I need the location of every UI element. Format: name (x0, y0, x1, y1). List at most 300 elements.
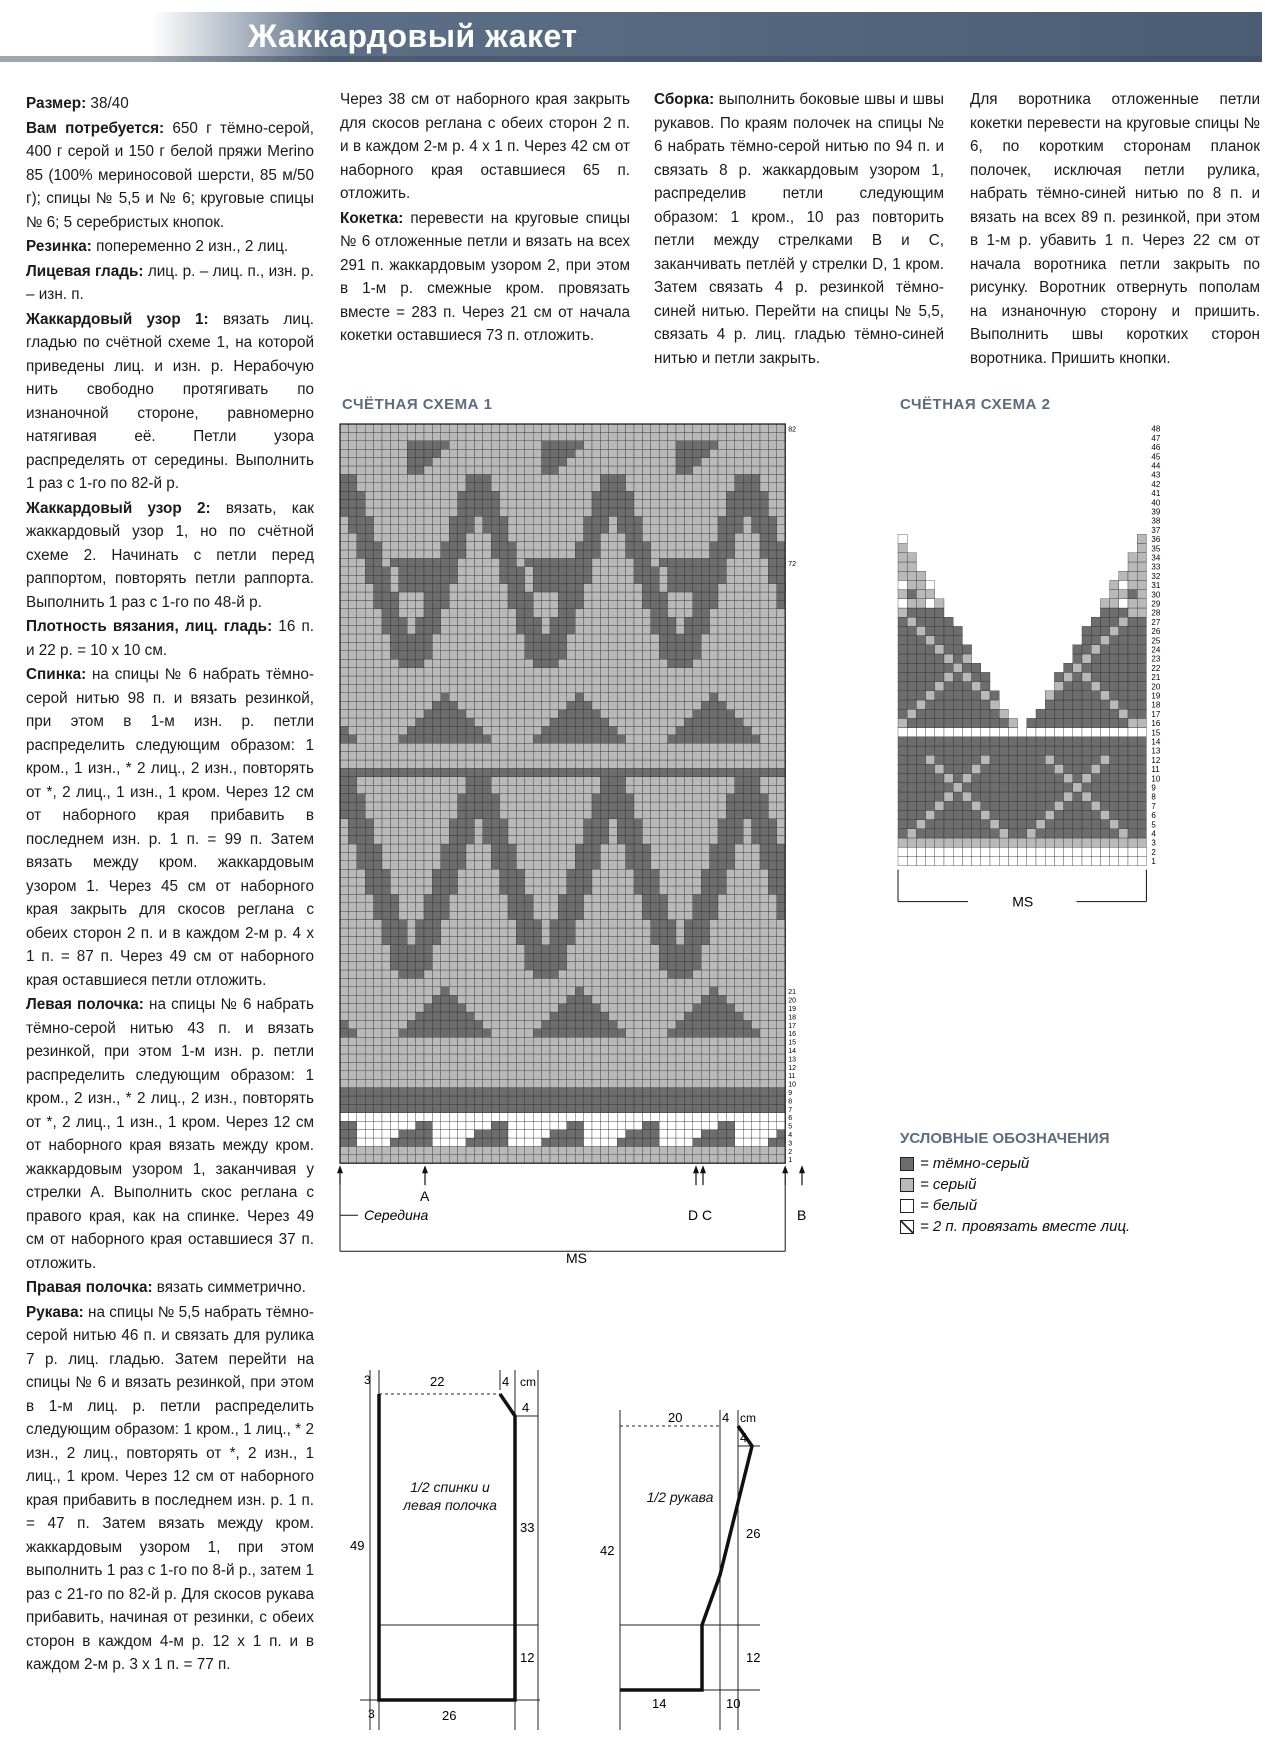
chart1-cell (726, 567, 734, 575)
chart1-cell (659, 651, 667, 659)
chart2-cell (990, 810, 999, 819)
chart1-cell (718, 970, 726, 978)
chart1-cell (584, 516, 592, 524)
chart1-cell (575, 701, 583, 709)
chart2-cell (1073, 829, 1082, 838)
paragraph-heading: Лицевая гладь: (26, 262, 144, 280)
chart1-cell (668, 642, 676, 650)
chart1-cell (668, 785, 676, 793)
chart1-cell (584, 810, 592, 818)
chart1-cell (634, 735, 642, 743)
chart1-cell (642, 508, 650, 516)
chart1-cell (676, 693, 684, 701)
chart1-cell (584, 533, 592, 541)
chart1-cell (491, 760, 499, 768)
chart1-cell (525, 651, 533, 659)
chart1-cell (642, 558, 650, 566)
chart1-cell (701, 600, 709, 608)
chart1-cell (684, 483, 692, 491)
chart1-cell (676, 819, 684, 827)
chart1-cell (374, 995, 382, 1003)
chart1-cell (542, 516, 550, 524)
chart2-cell (990, 820, 999, 829)
chart1-cell (617, 810, 625, 818)
chart2-cell (1008, 847, 1017, 856)
chart1-cell (458, 1113, 466, 1121)
chart1-cell (491, 861, 499, 869)
chart1-cell (474, 1012, 482, 1020)
chart1-cell (365, 886, 373, 894)
chart1-cell (777, 710, 785, 718)
chart1-cell (474, 945, 482, 953)
chart1-cell (374, 726, 382, 734)
chart1-cell (424, 651, 432, 659)
chart1-cell (357, 626, 365, 634)
chart1-cell (441, 508, 449, 516)
chart1-cell (357, 474, 365, 482)
chart1-cell (668, 836, 676, 844)
chart1-cell (592, 1130, 600, 1138)
chart1-cell (558, 1130, 566, 1138)
chart1-cell (508, 819, 516, 827)
chart1-cell (382, 466, 390, 474)
chart1-cell (584, 558, 592, 566)
chart1-cell (382, 886, 390, 894)
chart1-cell (441, 432, 449, 440)
chart1-cell (760, 1020, 768, 1028)
chart1-cell (642, 894, 650, 902)
chart1-cell (390, 878, 398, 886)
chart1-cell (609, 1071, 617, 1079)
chart1-cell (550, 1020, 558, 1028)
chart1-cell (491, 617, 499, 625)
chart1-cell (424, 701, 432, 709)
chart1-cell (617, 466, 625, 474)
chart2-cell (1110, 792, 1119, 801)
chart1-cell (441, 558, 449, 566)
chart1-cell (466, 659, 474, 667)
chart1-cell (357, 953, 365, 961)
chart1-cell (407, 508, 415, 516)
chart1-cell (693, 886, 701, 894)
chart1-cell (701, 1054, 709, 1062)
chart1-cell (735, 634, 743, 642)
chart1-cell (382, 869, 390, 877)
chart1-cell (474, 995, 482, 1003)
chart1-cell (609, 558, 617, 566)
chart1-cell (743, 684, 751, 692)
chart1-cell (474, 651, 482, 659)
chart1-cell (726, 945, 734, 953)
chart1-cell (567, 1046, 575, 1054)
chart1-cell (390, 558, 398, 566)
chart1-cell (676, 1130, 684, 1138)
chart1-cell (768, 1037, 776, 1045)
chart1-cell (390, 827, 398, 835)
chart1-cell (567, 878, 575, 886)
chart1-cell (592, 659, 600, 667)
chart1-cell (626, 668, 634, 676)
chart1-cell (357, 844, 365, 852)
chart1-cell (474, 1088, 482, 1096)
chart1-cell (374, 1054, 382, 1062)
chart1-cell (416, 1079, 424, 1087)
chart1-cell (390, 819, 398, 827)
chart1-cell (508, 1004, 516, 1012)
chart1-cell (399, 676, 407, 684)
chart1-cell (357, 777, 365, 785)
chart1-cell (642, 491, 650, 499)
chart1-cell (374, 701, 382, 709)
chart1-cell (500, 466, 508, 474)
chart1-cell (752, 558, 760, 566)
chart1-cell (718, 575, 726, 583)
chart1-cell (458, 1130, 466, 1138)
chart1-cell (474, 1054, 482, 1062)
chart1-cell (382, 1130, 390, 1138)
chart1-cell (340, 978, 348, 986)
chart2-cell (999, 838, 1008, 847)
chart1-cell (407, 886, 415, 894)
chart1-cell (693, 1104, 701, 1112)
chart1-cell (567, 945, 575, 953)
chart1-cell (743, 491, 751, 499)
chart1-cell (743, 1054, 751, 1062)
chart1-cell (516, 903, 524, 911)
chart1-cell (642, 903, 650, 911)
chart1-cell (659, 995, 667, 1003)
chart1-cell (735, 668, 743, 676)
chart1-cell (399, 1096, 407, 1104)
chart1-cell (424, 953, 432, 961)
chart1-cell (432, 768, 440, 776)
chart1-cell (726, 634, 734, 642)
chart2-cell (1119, 829, 1128, 838)
chart2-cell (972, 792, 981, 801)
chart1-cell (441, 584, 449, 592)
chart1-cell (584, 794, 592, 802)
chart1-cell (668, 626, 676, 634)
chart1-cell (407, 525, 415, 533)
chart1-cell (651, 785, 659, 793)
chart1-cell (390, 920, 398, 928)
chart1-cell (567, 1138, 575, 1146)
chart1-cell (668, 542, 676, 550)
chart1-cell (357, 483, 365, 491)
chart1-cell (659, 1037, 667, 1045)
chart1-cell (466, 810, 474, 818)
chart1-cell (508, 760, 516, 768)
chart1-cell (449, 575, 457, 583)
chart1-cell (668, 533, 676, 541)
chart1-cell (584, 962, 592, 970)
chart1-cell (407, 483, 415, 491)
chart1-cell (584, 1062, 592, 1070)
chart1-cell (558, 903, 566, 911)
chart1-cell (491, 500, 499, 508)
chart1-cell (592, 500, 600, 508)
chart1-cell (508, 432, 516, 440)
chart1-cell (642, 1130, 650, 1138)
chart1-cell (474, 584, 482, 592)
chart1-cell (374, 1113, 382, 1121)
chart1-cell (701, 978, 709, 986)
chart1-cell (382, 920, 390, 928)
chart1-cell (760, 676, 768, 684)
chart2-cell (1036, 820, 1045, 829)
chart1-cell (441, 743, 449, 751)
chart1-cell (777, 500, 785, 508)
chart1-cell (458, 836, 466, 844)
chart1-cell (542, 894, 550, 902)
chart1-cell (340, 701, 348, 709)
chart1-cell (609, 617, 617, 625)
chart1-cell (550, 533, 558, 541)
chart1-cell (340, 1130, 348, 1138)
chart1-cell (575, 794, 583, 802)
chart1-cell (516, 752, 524, 760)
chart1-cell (768, 1130, 776, 1138)
chart1-cell (407, 567, 415, 575)
chart2-cell (953, 829, 962, 838)
chart1-cell (399, 1012, 407, 1020)
chart1-cell (600, 668, 608, 676)
chart1-cell (382, 852, 390, 860)
chart1-cell (474, 819, 482, 827)
chart1-cell (491, 1037, 499, 1045)
chart1-cell (718, 945, 726, 953)
chart2-cell (1073, 847, 1082, 856)
chart1-cell (634, 911, 642, 919)
chart1-cell (626, 1054, 634, 1062)
chart1-cell (609, 945, 617, 953)
chart1-cell (533, 701, 541, 709)
chart1-cell (760, 995, 768, 1003)
chart1-cell (726, 1113, 734, 1121)
chart1-cell (600, 500, 608, 508)
chart1-cell (348, 718, 356, 726)
chart1-cell (609, 1146, 617, 1154)
chart1-cell (651, 810, 659, 818)
chart1-cell (760, 432, 768, 440)
chart1-cell (390, 1004, 398, 1012)
chart1-cell (474, 533, 482, 541)
chart1-cell (651, 567, 659, 575)
chart1-cell (558, 474, 566, 482)
chart1-cell (348, 567, 356, 575)
paragraph-heading: Вам потребуется: (26, 119, 165, 137)
chart1-cell (432, 693, 440, 701)
chart1-cell (357, 441, 365, 449)
chart2-cell (1045, 783, 1054, 792)
chart1-cell (617, 659, 625, 667)
chart1-cell (491, 1138, 499, 1146)
chart1-cell (609, 525, 617, 533)
chart1-cell (449, 508, 457, 516)
chart1-cell (357, 1012, 365, 1020)
chart1-cell (449, 1062, 457, 1070)
chart1-cell (684, 525, 692, 533)
chart1-cell (416, 802, 424, 810)
paragraph-text: Для воротника отложенные петли кокетки перевести на круговые спицы № 6, по коротким сторонам планок полочек, исключая петли рулика, набрать тёмно-синей нитью по 8 п. и вязать на всех 89 п. резинкой, при этом в 1-м р. убавить 1 п. Через 22 см от начала воротника петли закрыть по рисунку. Воротник отвернуть пополам на изнаночную сторону и пришить. Выполнить швы коротких сторон воротника. Пришить кнопки. (970, 91, 1260, 367)
chart1-cell (458, 483, 466, 491)
chart1-cell (617, 768, 625, 776)
chart1-cell (584, 491, 592, 499)
chart1-cell (474, 424, 482, 432)
chart1-cell (542, 449, 550, 457)
chart1-cell (533, 617, 541, 625)
chart1-cell (558, 1088, 566, 1096)
chart1-cell (668, 718, 676, 726)
chart1-cell (399, 920, 407, 928)
chart1-cell (626, 953, 634, 961)
chart1-cell (483, 861, 491, 869)
chart2-cell (962, 847, 971, 856)
chart1-cell (726, 584, 734, 592)
chart1-cell (340, 550, 348, 558)
chart2-cell (1045, 792, 1054, 801)
chart1-cell (718, 550, 726, 558)
chart1-cell (390, 768, 398, 776)
chart1-cell (626, 609, 634, 617)
chart1-cell (374, 500, 382, 508)
chart1-cell (684, 651, 692, 659)
chart2-cell (1137, 792, 1146, 801)
chart1-cell (768, 693, 776, 701)
chart1-cell (441, 785, 449, 793)
chart1-cell (584, 1088, 592, 1096)
chart2-cell (962, 792, 971, 801)
chart1-cell (500, 584, 508, 592)
chart1-cell (348, 1012, 356, 1020)
chart1-cell (609, 743, 617, 751)
chart1-cell (676, 1062, 684, 1070)
chart1-cell (441, 693, 449, 701)
chart1-cell (382, 609, 390, 617)
chart1-cell (609, 869, 617, 877)
chart1-cell (634, 1121, 642, 1129)
chart1-cell (416, 1004, 424, 1012)
chart1-cell (357, 592, 365, 600)
chart1-cell (592, 827, 600, 835)
chart1-cell (449, 466, 457, 474)
chart1-cell (424, 1012, 432, 1020)
chart1-cell (542, 726, 550, 734)
chart1-cell (710, 852, 718, 860)
chart1-cell (525, 852, 533, 860)
chart2-cell (999, 829, 1008, 838)
chart1-cell (668, 852, 676, 860)
chart1-cell (592, 735, 600, 743)
chart1-cell (432, 710, 440, 718)
chart1-cell (735, 483, 743, 491)
chart1-cell (550, 1088, 558, 1096)
chart1-cell (416, 1020, 424, 1028)
chart1-cell (432, 878, 440, 886)
chart1-cell (491, 718, 499, 726)
chart1-cell (710, 794, 718, 802)
chart1-cell (760, 861, 768, 869)
chart2-cell (1027, 856, 1036, 865)
marker-dc: D C (688, 1207, 713, 1224)
chart1-cell (743, 995, 751, 1003)
chart1-cell (466, 1079, 474, 1087)
chart1-cell (701, 1155, 709, 1163)
chart1-cell (768, 634, 776, 642)
chart2-cell (1110, 856, 1119, 865)
chart1-cell (718, 869, 726, 877)
chart1-cell (710, 609, 718, 617)
chart1-cell (600, 1037, 608, 1045)
chart1-cell (407, 550, 415, 558)
chart1-cell (390, 1054, 398, 1062)
chart1-cell (592, 508, 600, 516)
chart1-cell (575, 626, 583, 634)
chart1-cell (441, 777, 449, 785)
chart1-cell (676, 726, 684, 734)
chart1-cell (357, 533, 365, 541)
chart1-cell (500, 1062, 508, 1070)
chart1-cell (491, 894, 499, 902)
chart1-cell (340, 1088, 348, 1096)
chart1-cell (626, 903, 634, 911)
chart1-cell (634, 827, 642, 835)
chart1-cell (718, 584, 726, 592)
chart2-cell (1073, 801, 1082, 810)
paragraph-text: перевести на круговые спицы № 6 отложенные петли и вязать на всех 291 п. жаккардовым узором 2, при этом в 1-м р. смежные кром. провязать вместе = 283 п. Через 21 см от начала кокетки оставшиеся 73 п. отложить. (340, 209, 630, 344)
chart2-cell (999, 810, 1008, 819)
chart1-cell (626, 659, 634, 667)
chart1-cell (357, 424, 365, 432)
chart1-cell (718, 735, 726, 743)
page-title: Жаккардовый жакет (248, 18, 578, 54)
chart1-cell (466, 920, 474, 928)
chart1-cell (684, 928, 692, 936)
chart1-cell (768, 441, 776, 449)
paragraph-heading: Левая полочка: (26, 996, 144, 1013)
chart1-cell (348, 928, 356, 936)
chart1-cell (340, 710, 348, 718)
chart1-cell (432, 584, 440, 592)
chart1-cell (743, 1146, 751, 1154)
chart1-cell (365, 1054, 373, 1062)
chart1-cell (542, 785, 550, 793)
chart1-cell (600, 684, 608, 692)
chart1-cell (340, 726, 348, 734)
chart1-cell (659, 936, 667, 944)
chart1-cell (575, 1155, 583, 1163)
chart1-cell (550, 659, 558, 667)
chart1-cell (743, 978, 751, 986)
chart1-cell (718, 962, 726, 970)
chart1-cell (500, 1104, 508, 1112)
chart1-cell (466, 542, 474, 550)
text-column-3 (654, 88, 944, 371)
chart1-cell (407, 458, 415, 466)
chart1-cell (424, 718, 432, 726)
chart1-cell (710, 987, 718, 995)
chart1-cell (466, 1146, 474, 1154)
chart1-cell (365, 491, 373, 499)
chart1-cell (432, 1054, 440, 1062)
chart1-cell (474, 1104, 482, 1112)
chart1-cell (777, 810, 785, 818)
chart1-cell (575, 1113, 583, 1121)
chart1-cell (642, 1121, 650, 1129)
chart1-cell (365, 651, 373, 659)
chart1-cell (441, 701, 449, 709)
chart1-cell (458, 1146, 466, 1154)
